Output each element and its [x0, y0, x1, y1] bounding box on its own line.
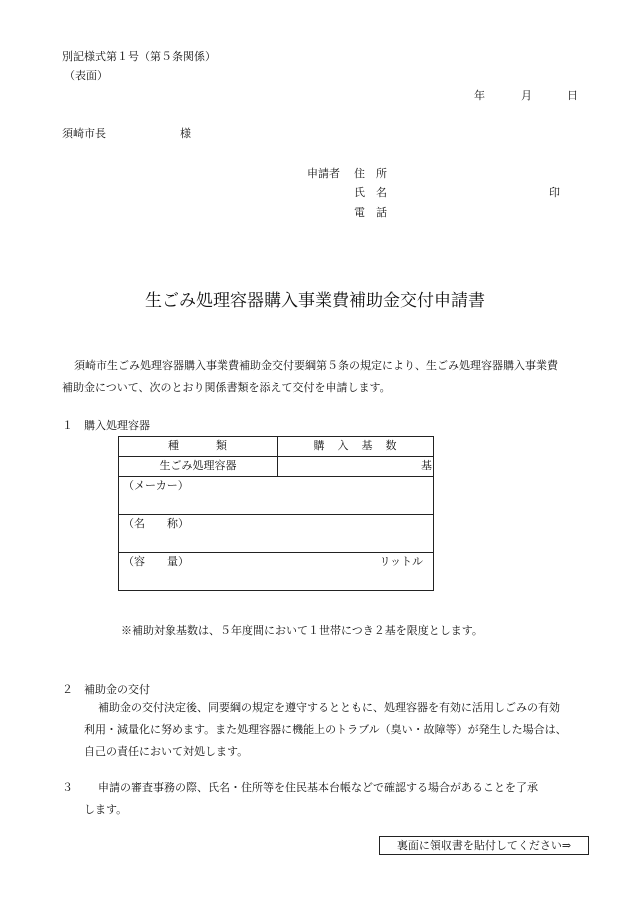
- item-type-cell: 生ごみ処理容器: [119, 457, 278, 477]
- date-month-label: 月: [521, 89, 532, 102]
- form-number: 別記様式第１号（第５条関係）: [62, 50, 216, 63]
- col-count-header: 購 入 基 数: [278, 437, 434, 457]
- seal-mark: 印: [549, 186, 560, 199]
- table-row: [119, 553, 434, 591]
- section2-line-1: 補助金の交付決定後、同要綱の規定を遵守するとともに、処理容器を有効に活用しごみの有効: [98, 701, 560, 714]
- intro-line-2: 補助金について、次のとおり関係書類を添えて交付を申請します。: [62, 381, 391, 394]
- address-label: 住 所: [354, 167, 387, 180]
- product-name-label: （名 称）: [123, 517, 189, 530]
- name-label: 氏 名: [354, 186, 387, 199]
- capacity-cell[interactable]: [119, 553, 434, 591]
- count-unit: 基: [421, 459, 432, 472]
- maker-label: （メーカー）: [123, 479, 189, 492]
- section1-heading: １ 購入処理容器: [62, 419, 150, 432]
- applicant-label: 申請者: [307, 167, 340, 180]
- side-label: （表面）: [64, 69, 108, 82]
- purchase-items-table: [118, 436, 434, 591]
- addressee-name: 須崎市長: [62, 127, 106, 140]
- table-header-row: [119, 437, 434, 457]
- item-count-cell[interactable]: [278, 457, 434, 477]
- table-row: [119, 477, 434, 515]
- intro-line-1: 須崎市生ごみ処理容器購入事業費補助金交付要綱第５条の規定により、生ごみ処理容器購入事業費: [74, 359, 558, 372]
- date-year-label: 年: [474, 89, 485, 102]
- col-type-header: 種 類: [119, 437, 278, 457]
- document-title: 生ごみ処理容器購入事業費補助金交付申請書: [145, 291, 485, 311]
- section2-heading: ２ 補助金の交付: [62, 683, 150, 696]
- section3-line-1: 申請の審査事務の際、氏名・住所等を住民基本台帳などで確認する場合があることを了承: [98, 781, 538, 794]
- addressee-honorific: 様: [180, 127, 191, 140]
- subsidy-limit-note: ※補助対象基数は、５年度間において１世帯につき２基を限度とします。: [121, 624, 483, 637]
- section2-line-2: 利用・減量化に努めます。また処理容器に機能上のトラブル（臭い・故障等）が発生した場合は、: [84, 723, 567, 736]
- capacity-label: （容 量）: [123, 555, 189, 568]
- phone-label: 電 話: [354, 206, 387, 219]
- maker-cell[interactable]: [119, 477, 434, 515]
- table-row: [119, 515, 434, 553]
- date-day-label: 日: [567, 89, 578, 102]
- capacity-unit: リットル: [379, 555, 423, 568]
- section2-line-3: 自己の責任において対処します。: [84, 745, 249, 758]
- section3-number: ３: [62, 781, 73, 794]
- product-name-cell[interactable]: [119, 515, 434, 553]
- receipt-attachment-note: 裏面に領収書を貼付してください⇒: [379, 836, 589, 855]
- table-row: [119, 457, 434, 477]
- section3-line-2: します。: [84, 803, 128, 816]
